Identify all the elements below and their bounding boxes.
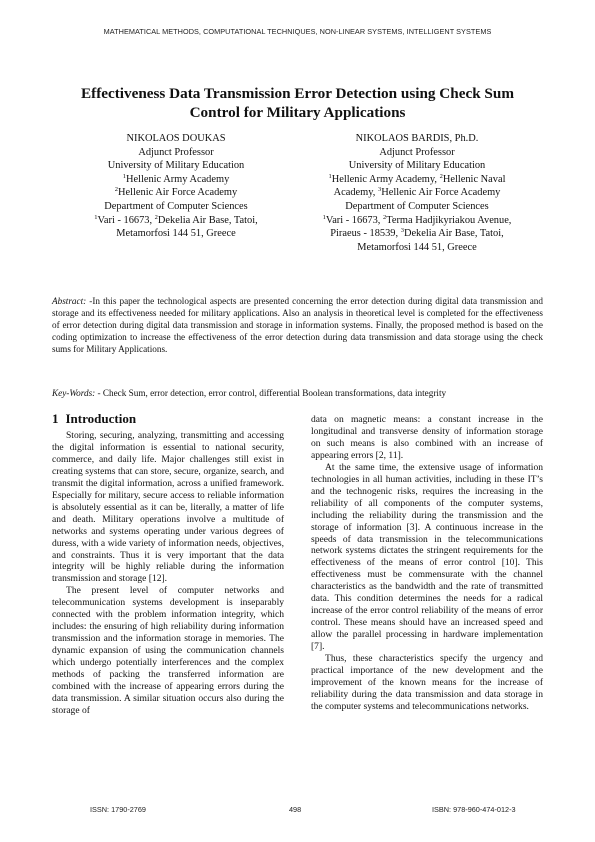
keywords-label: Key-Words: (52, 388, 96, 398)
abstract (52, 296, 543, 356)
author-address: $^1$Vari - 16673, $^2$Terma Hadjikyriakou Avenue, (322, 213, 512, 226)
author-name: NIKOLAOS DOUKAS (126, 133, 226, 144)
author-address: Metamorfosi 144 51, Greece (116, 228, 236, 240)
paragraph: The present level of computer networks and telecommunication systems development is inseparably connected with the problem information integrity, which includes: the ensuring of high reliability during information transmission and the information storage in memories. The dynamic expansion of using the communication channels which undergo potentially interferences and the complex methods of packing the transferred information are combined with the increase of appearing errors during the data transmission. A similar situation occurs also during the storage of (52, 585, 284, 716)
author-department: Department of Computer Sciences (345, 200, 489, 212)
footer-isbn: ISBN: 978-960-474-012-3 (432, 805, 516, 814)
author-affiliation: $^1$Hellenic Army Academy, $^2$Hellenic Naval (328, 172, 506, 185)
paragraph: Thus, these characteristics specify the urgency and practical importance of the new development and the improvement of the known means for the increase of reliability during the data transmission and data storage in the computer systems and telecommunications networks. (311, 653, 543, 712)
author-department: Department of Computer Sciences (104, 200, 248, 212)
author-affiliation: $^2$Hellenic Air Force Academy (114, 186, 238, 199)
author-address: Piraeus - 18539, $^3$Dekelia Air Base, Tatoi, (330, 227, 504, 240)
body-column-right (311, 414, 543, 713)
author-university: University of Military Education (348, 160, 486, 172)
section-number: 1 (52, 411, 59, 426)
author-block-bardis (297, 132, 537, 254)
footer-issn: ISSN: 1790-2769 (90, 805, 146, 814)
author-university: University of Military Education (107, 160, 245, 172)
author-affiliation: Academy, $^3$Hellenic Air Force Academy (333, 186, 501, 199)
paragraph: Storing, securing, analyzing, transmitting and accessing the digital information is essential to national security, commerce, and daily life. Major challenges still exist in creating systems that can store, secure, organize, search, and transmit the digital information, across a unified framework. Especially for military, secure access to reliable information is absolutely essential as it can be, literally, a matter of life and death. Military operations involve a multitude of networks and systems operating under various degrees of duress, with a wide variety of information needs, objectives, and constraints. Thus it is very important that the data integrity will be highly reliable during the information transmission and storage [12]. (52, 430, 284, 585)
paper-title: Effectiveness Data Transmission Error Detection using Check Sum Control for Military Applications (81, 85, 514, 121)
author-name: NIKOLAOS BARDIS, Ph.D. (355, 133, 479, 144)
author-block-doukas (56, 132, 296, 241)
abstract-label: Abstract: (52, 296, 87, 306)
section-title: Introduction (65, 411, 137, 426)
paragraph: At the same time, the extensive usage of information technologies in all human activities, including in these IT’s and the technogenic risks, requires the increasing in the reliability of all components of the computer systems, including the reliability during the transmission and the storage of information [3]. A continuous increase in the speeds of data transmission in the telecommunications network systems dictates the stringent requirements for the effectiveness of the means of error control [10]. This effectiveness must be commensurate with the channel characteristics as the bandwidth and the rate of transmitted data. This condition determines the needs for a radical increase of the error control reliability of the means of error control. These means should have an increased speed and allow the parallel processing in hardware implementation [7]. (311, 461, 543, 653)
keywords-text: - Check Sum, error detection, error control, differential Boolean transformations, data integrity (95, 388, 447, 398)
paragraph: data on magnetic means: a constant increase in the longitudinal and transverse density of information storage on such means is also combined with an increase of appearing errors [2, 11]. (311, 414, 543, 461)
author-position: Adjunct Professor (379, 146, 455, 158)
author-affiliation: $^1$Hellenic Army Academy (122, 172, 230, 185)
author-address: $^1$Vari - 16673, $^2$Dekelia Air Base, Tatoi, (94, 213, 258, 226)
author-address: Metamorfosi 144 51, Greece (357, 241, 477, 253)
section-heading (52, 411, 284, 426)
abstract-text: -In this paper the technological aspects are presented concerning the error detection during digital data transmission and storage and its effectiveness needed for military applications. Also an analysis in theoretical level is completed for the effectiveness of error detection during digital data transmission and storage in information systems. Finally, the proposed method is based on the coding optimization to increase the effectiveness of the error detection during data transmission and data storage using the check sums for Military Applications. (52, 296, 543, 354)
body-column-left (52, 411, 284, 717)
running-head: MATHEMATICAL METHODS, COMPUTATIONAL TECHNIQUES, NON-LINEAR SYSTEMS, INTELLIGENT SYSTEMS (103, 27, 492, 36)
author-position: Adjunct Professor (138, 146, 214, 158)
page-number: 498 (289, 805, 302, 814)
keywords (52, 388, 543, 400)
